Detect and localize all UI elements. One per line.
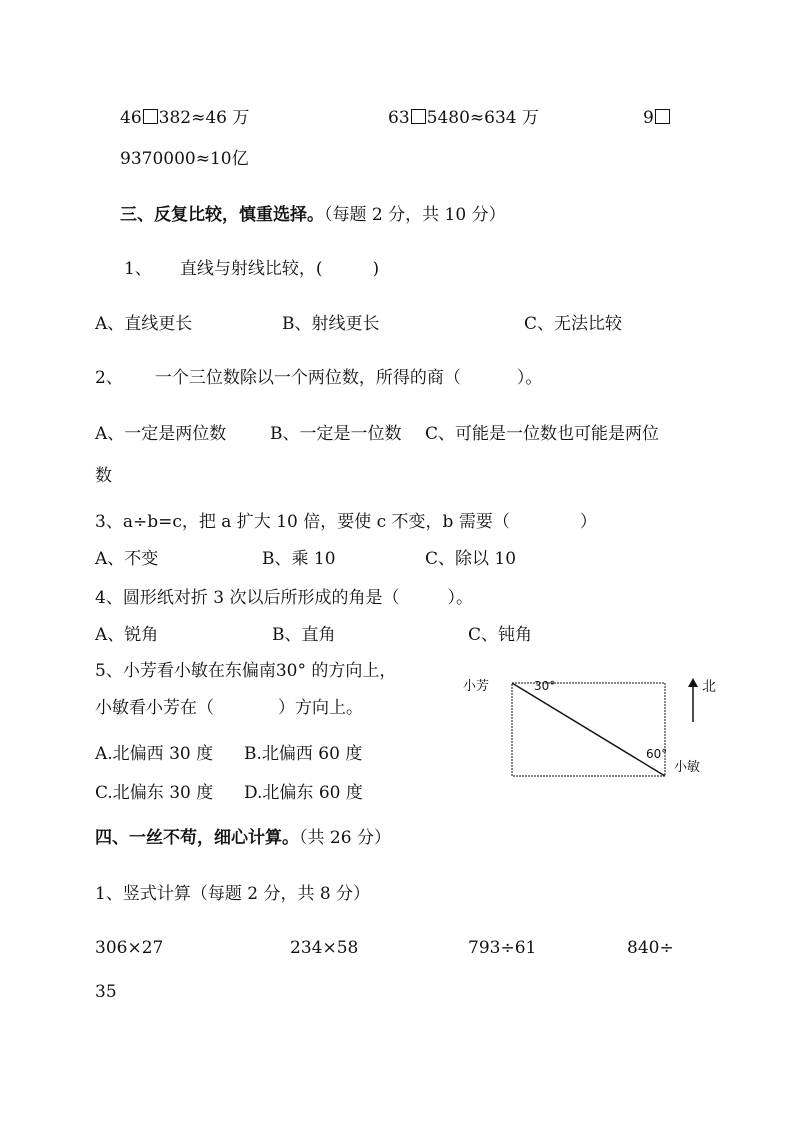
diagram-angle-top: 30° <box>534 679 556 693</box>
round-item-2-right: 5480≈634 万 <box>426 108 539 128</box>
q4-close-paren: ）。 <box>447 588 473 608</box>
diagram-angle-bottom: 60° <box>646 747 668 761</box>
q5-option-b[interactable]: B.北偏西 60 度 <box>244 744 363 764</box>
q2-option-c-cont: 数 <box>95 466 112 486</box>
q3-option-c[interactable]: C、除以 10 <box>425 549 517 569</box>
section4-heading <box>95 827 391 849</box>
q4-option-b[interactable]: B、直角 <box>272 625 336 645</box>
q3-close-paren: ） <box>579 512 597 532</box>
round-item-3 <box>643 107 671 129</box>
calc-4-cont: 35 <box>95 982 117 1002</box>
q5-close-paren: ）方向上。 <box>278 698 363 718</box>
round-item-2 <box>388 107 539 129</box>
round-item-1-right: 382≈46 万 <box>158 108 250 128</box>
q2-stem <box>95 367 542 389</box>
section4-heading-title: 四、一丝不苟，细心计算。 <box>95 828 299 848</box>
round-item-1 <box>120 107 249 129</box>
calc-3: 793÷61 <box>468 938 537 958</box>
q1-option-a[interactable]: A、直线更长 <box>95 314 193 334</box>
q4-stem <box>95 587 473 609</box>
q5-direction-diagram <box>505 676 675 786</box>
diagram-north-label: 北 <box>702 679 716 695</box>
section4-sub1: 1、竖式计算（每题 2 分，共 8 分） <box>95 884 371 904</box>
q4-option-c[interactable]: C、钝角 <box>468 625 533 645</box>
q5-text: 小敏看小芳在（ <box>95 698 214 718</box>
round-item-3-cont: 9370000≈10亿 <box>120 149 249 169</box>
calc-2: 234×58 <box>290 938 359 958</box>
q2-option-a[interactable]: A、一定是两位数 <box>95 424 227 444</box>
section3-heading-title: 三、反复比较，慎重选择。 <box>120 205 324 225</box>
q1-stem <box>124 258 379 280</box>
q2-close-paren: ）。 <box>516 368 543 388</box>
q1-option-c[interactable]: C、无法比较 <box>524 314 623 334</box>
q1-option-b[interactable]: B、射线更长 <box>282 314 380 334</box>
diagram-diagonal <box>512 683 668 776</box>
q3-option-a[interactable]: A、不变 <box>95 549 159 569</box>
round-item-3-box[interactable] <box>655 109 670 124</box>
q1-text: 直线与射线比较，( <box>179 259 323 279</box>
calc-4: 840÷ <box>627 938 674 958</box>
section3-heading <box>120 204 506 226</box>
north-arrow-icon <box>686 678 700 724</box>
q1-close-paren: ) <box>372 259 380 279</box>
q4-text: 4、圆形纸对折 3 次以后所形成的角是（ <box>95 588 400 608</box>
q1-number: 1、 <box>124 259 152 279</box>
q2-text: 一个三位数除以一个两位数，所得的商（ <box>154 368 461 388</box>
q3-text: 3、a÷b=c，把 a 扩大 10 倍，要使 c 不变，b 需要（ <box>95 512 510 532</box>
q5-line1: 5、小芳看小敏在东偏南30° 的方向上， <box>95 661 397 681</box>
q2-option-b[interactable]: B、一定是一位数 <box>270 424 402 444</box>
round-item-1-box[interactable] <box>143 109 158 124</box>
diagram-label-xiaofang: 小芳 <box>463 679 490 694</box>
q5-option-d[interactable]: D.北偏东 60 度 <box>244 783 363 803</box>
q3-option-b[interactable]: B、乘 10 <box>262 549 336 569</box>
round-item-1-left: 46 <box>120 108 142 128</box>
calc-1: 306×27 <box>95 938 164 958</box>
q4-option-a[interactable]: A、锐角 <box>95 625 159 645</box>
section3-heading-note: （每题 2 分，共 10 分） <box>324 205 506 225</box>
diagram-label-xiaomin: 小敏 <box>674 760 701 775</box>
q5-option-c[interactable]: C.北偏东 30 度 <box>95 783 214 803</box>
q2-option-c[interactable]: C、可能是一位数也可能是两位 <box>425 424 660 444</box>
round-item-2-box[interactable] <box>411 109 426 124</box>
q3-stem <box>95 511 597 533</box>
q5-option-a[interactable]: A.北偏西 30 度 <box>95 744 214 764</box>
q5-line2 <box>95 697 363 719</box>
section4-heading-note: （共 26 分） <box>299 828 391 848</box>
round-item-2-left: 63 <box>388 108 410 128</box>
q2-number: 2、 <box>95 368 123 388</box>
round-item-3-left: 9 <box>643 108 654 128</box>
